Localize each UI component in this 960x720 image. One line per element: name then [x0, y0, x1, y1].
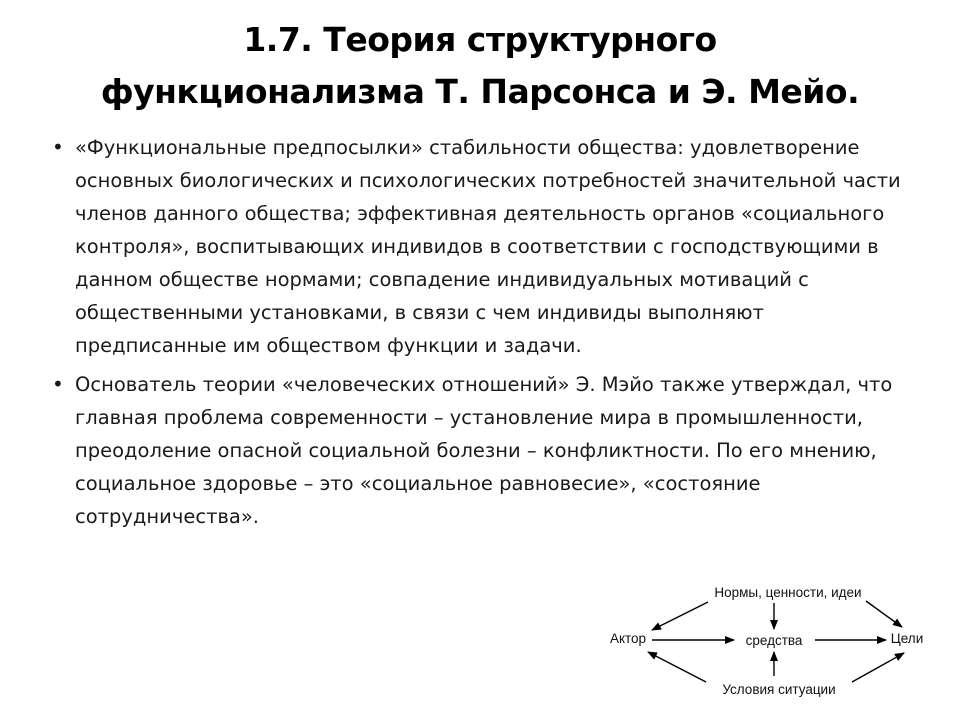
arrow-norms-to-actor — [652, 602, 708, 630]
diagram-label-goals: Цели — [890, 631, 924, 646]
diagram-label-conditions: Условия ситуации — [722, 682, 836, 697]
arrow-conditions-to-goals — [852, 653, 904, 682]
diagram-label-norms: Нормы, ценности, идеи — [714, 585, 862, 600]
bullet-dot-icon: • — [52, 135, 64, 159]
bullet-text: «Функциональные предпосылки» стабильности общества: удовлетворение основных биологических и психологических потребностей значительной части членов данного общества; эффективная деятельность органов «социального контроля», воспитывающих индивидов в соответствии с господствующими в данном обществе нормами; совпадение индивидуальных мотиваций с общественными установками, в связи с чем индивиды выполняют предписанные им обществом функции и задачи. — [75, 136, 901, 357]
bullet-text: Основатель теории «человеческих отношений» Э. Мэйо также утверждал, что главная проблема современности – установление мира в промышленности, преодоление опасной социальной болезни – конфликтности. По его мнению, социальное здоровье – это «социальное равновесие», «состояние сотрудничества». — [75, 373, 893, 528]
arrow-norms-to-goals — [866, 601, 902, 627]
diagram-label-means: средства — [745, 633, 803, 648]
bullet-dot-icon: • — [52, 372, 64, 396]
title-line-1: 1.7. Теория структурного — [243, 20, 717, 59]
arrow-conditions-to-actor — [648, 652, 706, 682]
title-line-2: функционализма Т. Парсонса и Э. Мейо. — [100, 72, 860, 111]
diagram-label-actor: Актор — [609, 631, 647, 646]
